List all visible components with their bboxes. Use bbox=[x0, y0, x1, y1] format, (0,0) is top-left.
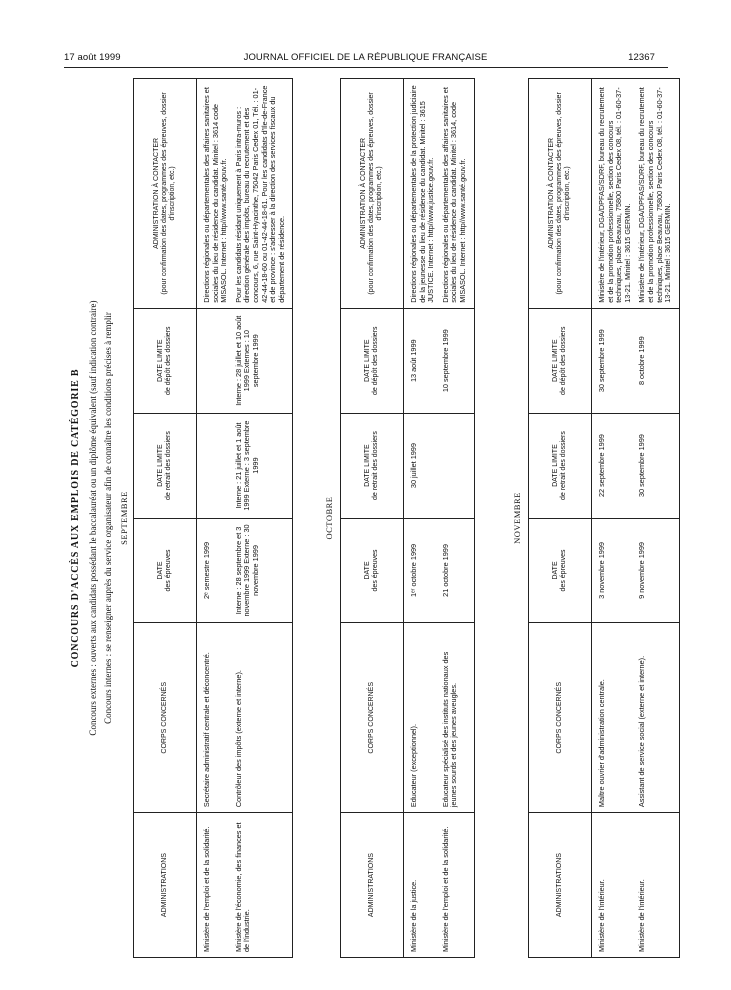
col-header-administrations: ADMINISTRATIONS bbox=[341, 813, 404, 958]
page-title: CONCOURS D'ACCÈS AUX EMPLOIS DE CATÉGORIE B bbox=[70, 368, 81, 668]
col-header-corps: CORPS CONCERNÉS bbox=[529, 623, 592, 813]
table-october bbox=[340, 78, 475, 958]
cell-depot: Interne : 28 juillet et 10 août 1999 Externes : 10 septembre 1999 bbox=[232, 308, 293, 413]
cell-corps: Contrôleur des impôts (externe et interne). bbox=[232, 623, 293, 813]
table-row bbox=[439, 79, 474, 958]
header-page-number: 12367 bbox=[628, 52, 655, 63]
col-header-date-epreuves: DATE des épreuves bbox=[341, 518, 404, 623]
col-header-corps: CORPS CONCERNÉS bbox=[134, 623, 197, 813]
cell-epreuves: 1ᵉʳ octobre 1999 bbox=[404, 518, 439, 623]
cell-depot: 30 septembre 1999 bbox=[592, 308, 636, 413]
cell-admin: Ministère de l'économie, des finances et de l'industrie. bbox=[232, 813, 293, 958]
cell-epreuves: 9 novembre 1999 bbox=[635, 518, 679, 623]
table-row bbox=[232, 79, 293, 958]
month-label-september: SEPTEMBRE bbox=[119, 491, 129, 545]
col-header-administrations: ADMINISTRATIONS bbox=[529, 813, 592, 958]
cell-contact: Directions régionales ou départementales des affaires sanitaires et sociales du lieu de résidence du candidat. Minitel : 3614, code MISASOL. Internet : http//www.santé.gouv.fr. bbox=[439, 79, 474, 309]
month-label-november: NOVEMBRE bbox=[512, 492, 522, 544]
cell-corps: Maître ouvrier d'administration centrale. bbox=[592, 623, 636, 813]
col-header-contact: ADMINISTRATION À CONTACTER (pour confirmation des dates, programmes des épreuves, dossier d'inscription, etc.) bbox=[341, 79, 404, 309]
table-november bbox=[528, 78, 680, 958]
cell-retrait: 30 septembre 1999 bbox=[635, 413, 679, 518]
col-header-administrations: ADMINISTRATIONS bbox=[134, 813, 197, 958]
header-journal-title: JOURNAL OFFICIEL DE LA RÉPUBLIQUE FRANÇAISE bbox=[243, 52, 488, 63]
header-date: 17 août 1999 bbox=[64, 52, 121, 63]
cell-depot bbox=[197, 308, 232, 413]
col-header-depot: DATE LIMITE de dépôt des dossiers bbox=[341, 308, 404, 413]
col-header-retrait: DATE LIMITE de retrait des dossiers bbox=[529, 413, 592, 518]
cell-corps: Secrétaire administratif centrale et déconcentré. bbox=[197, 623, 232, 813]
table-header-row bbox=[134, 79, 197, 958]
subtitle-internal: Concours internes : se renseigner auprès du service organisateur afin de connaître les conditions précises à remplir bbox=[103, 312, 113, 724]
cell-contact: Ministère de l'intérieur, DGA/DPFAS/SDRF, bureau du recrutement et de la promotion professionnelle, section des concours techniques, place Beauvau, 75800 Paris Cedex 08, tél. : 01-60-37-13-21. Minitel : 3615 GERMIN. bbox=[635, 79, 679, 309]
col-header-depot: DATE LIMITE de dépôt des dossiers bbox=[134, 308, 197, 413]
cell-contact: Directions régionales ou départementales des affaires sanitaires et sociales du lieu de résidence du candidat. Minitel : 3614 code MISASOL. Internet : http//www.santé.gouv.fr. bbox=[197, 79, 232, 309]
col-header-contact: ADMINISTRATION À CONTACTER (pour confirmation des dates, programmes des épreuves, dossier d'inscription, etc.) bbox=[134, 79, 197, 309]
col-header-corps: CORPS CONCERNÉS bbox=[341, 623, 404, 813]
cell-contact: Directions régionales ou départementales de la protection judiciaire de la jeunesse du lieu de résidence du candidat. Minitel : 3615 JUSTICE. Internet : http//www.justice.gouv.fr. bbox=[404, 79, 439, 309]
table-row bbox=[592, 79, 636, 958]
table-row bbox=[635, 79, 679, 958]
table-september bbox=[133, 78, 293, 958]
col-header-depot: DATE LIMITE de dépôt des dossiers bbox=[529, 308, 592, 413]
cell-admin: Ministère de l'intérieur. bbox=[592, 813, 636, 958]
table-row bbox=[404, 79, 439, 958]
cell-depot: 10 septembre 1999 bbox=[439, 308, 474, 413]
cell-contact: Ministère de l'intérieur, DGA/DPFAS/SDRF, bureau du recrutement et de la promotion professionnelle, section des concours techniques, place Beauvau, 75800 Paris Cedex 08, tél. : 01-60-37-13-21. Minitel : 3615 GERMIN. bbox=[592, 79, 636, 309]
subtitle-external: Concours externes : ouverts aux candidats possédant le baccalauréat ou un diplôme équivalent (sauf indication contraire) bbox=[88, 300, 98, 736]
cell-retrait: 30 juillet 1999 bbox=[404, 413, 439, 518]
cell-admin: Ministère de l'intérieur. bbox=[635, 813, 679, 958]
cell-epreuves: 21 octobre 1999 bbox=[439, 518, 474, 623]
table-header-row bbox=[529, 79, 592, 958]
cell-admin: Ministère de l'emploi et de la solidarité. bbox=[197, 813, 232, 958]
cell-corps: Assistant de service social (externe et interne). bbox=[635, 623, 679, 813]
cell-admin: Ministère de la justice. bbox=[404, 813, 439, 958]
cell-retrait: Interne : 21 juillet et 1 août 1999 Externe : 3 septembre 1999 bbox=[232, 413, 293, 518]
month-label-october: OCTOBRE bbox=[324, 496, 334, 540]
cell-epreuves: 3 novembre 1999 bbox=[592, 518, 636, 623]
cell-retrait bbox=[439, 413, 474, 518]
rotated-page-content bbox=[64, 78, 673, 958]
header-rule bbox=[64, 67, 668, 68]
col-header-date-epreuves: DATE des épreuves bbox=[529, 518, 592, 623]
cell-epreuves: 2ᵉ semestre 1999 bbox=[197, 518, 232, 623]
col-header-date-epreuves: DATE des épreuves bbox=[134, 518, 197, 623]
cell-corps: Educateur (exceptionnel). bbox=[404, 623, 439, 813]
cell-retrait bbox=[197, 413, 232, 518]
cell-depot: 8 octobre 1999 bbox=[635, 308, 679, 413]
cell-epreuves: Interne : 28 septembre et 3 novembre 1999 Externe : 30 novembre 1999 bbox=[232, 518, 293, 623]
cell-depot: 13 août 1999 bbox=[404, 308, 439, 413]
table-header-row bbox=[341, 79, 404, 958]
col-header-contact: ADMINISTRATION À CONTACTER (pour confirmation des dates, programmes des épreuves, dossier d'inscription, etc.) bbox=[529, 79, 592, 309]
cell-admin: Ministère de l'emploi et de la solidarité. bbox=[439, 813, 474, 958]
cell-retrait: 22 septembre 1999 bbox=[592, 413, 636, 518]
col-header-retrait: DATE LIMITE de retrait des dossiers bbox=[134, 413, 197, 518]
cell-corps: Educateur spécialisé des instituts nationaux des jeunes sourds et des jeunes aveugles. bbox=[439, 623, 474, 813]
cell-contact: Pour les candidats résidant uniquement à Paris intra-muros : direction générale des impôts, bureau du recrutement et des concours, 6, rue Saint-Hyacinthe, 75042 Paris Cedex 01, Tél. : 01-42-44-18-60 ou 01-42-44-18-61. Pour les candidats d'Ile-de-France et de province : s'adresser à la direction des services fiscaux du département de résidence. bbox=[232, 79, 293, 309]
col-header-retrait: DATE LIMITE de retrait des dossiers bbox=[341, 413, 404, 518]
table-row bbox=[197, 79, 232, 958]
